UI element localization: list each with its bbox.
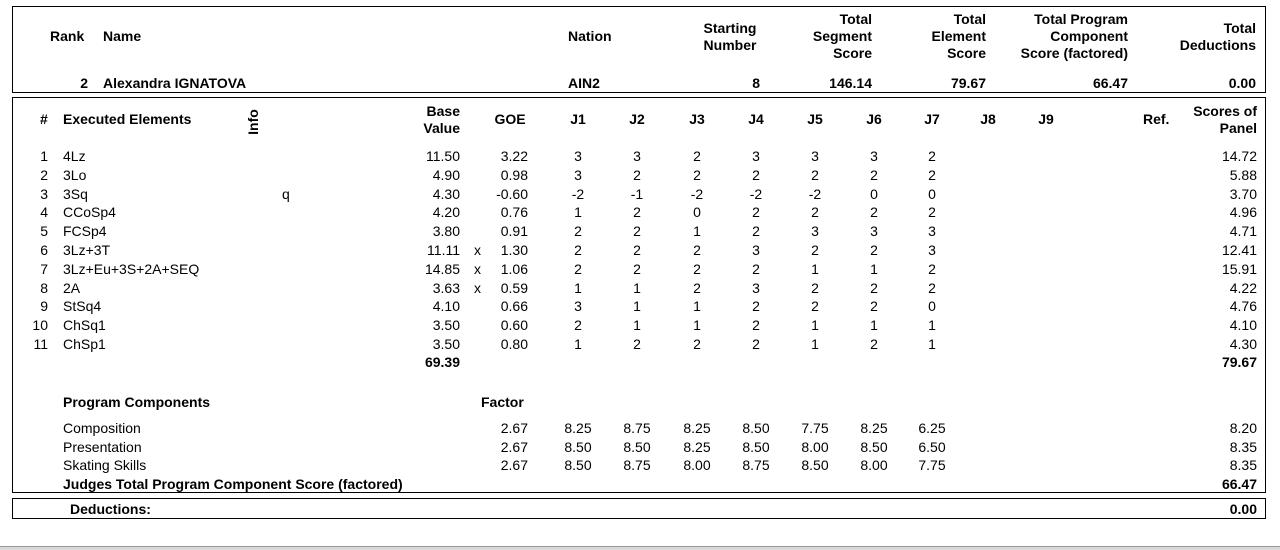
tss-header-1: Total bbox=[839, 11, 872, 27]
judge-score: 3 bbox=[811, 148, 819, 164]
judge-score: 3 bbox=[574, 148, 582, 164]
judge-header: J5 bbox=[807, 111, 823, 127]
judge-score: 3 bbox=[574, 167, 582, 183]
judge-score: 2 bbox=[811, 280, 819, 296]
judge-score: 3 bbox=[928, 223, 936, 239]
skater-pcs: 66.47 bbox=[1092, 75, 1128, 91]
component-judge-score: 8.50 bbox=[860, 439, 888, 455]
page-bottom-bar bbox=[0, 546, 1280, 550]
element-base-value: 4.20 bbox=[432, 204, 460, 220]
judge-score: 2 bbox=[633, 336, 641, 352]
judge-score: 2 bbox=[574, 223, 582, 239]
nation-header: Nation bbox=[568, 28, 612, 44]
judge-score: 3 bbox=[574, 298, 582, 314]
skater-tes: 79.67 bbox=[950, 75, 986, 91]
component-judge-score: 6.25 bbox=[918, 420, 946, 436]
component-panel-score: 8.20 bbox=[1229, 420, 1257, 436]
component-name: Skating Skills bbox=[63, 457, 147, 473]
judge-score: 1 bbox=[574, 336, 582, 352]
judge-score: 2 bbox=[633, 261, 641, 277]
component-judge-score: 8.50 bbox=[801, 457, 829, 473]
element-number: 5 bbox=[40, 223, 48, 239]
judge-score: 2 bbox=[928, 280, 936, 296]
judge-score: 1 bbox=[574, 204, 582, 220]
element-goe: 1.06 bbox=[500, 261, 528, 277]
ref-header: Ref. bbox=[1143, 111, 1170, 127]
element-base-value: 3.80 bbox=[432, 223, 460, 239]
component-judge-score: 8.75 bbox=[623, 420, 651, 436]
element-bonus-marker: x bbox=[474, 280, 481, 296]
pcs-header-1: Total Program bbox=[1034, 11, 1128, 27]
judge-score: 2 bbox=[811, 298, 819, 314]
judge-header: J4 bbox=[748, 111, 764, 127]
judge-score: 1 bbox=[633, 317, 641, 333]
judge-header: J8 bbox=[980, 111, 996, 127]
element-name: ChSp1 bbox=[63, 336, 106, 352]
element-name: 3Lz+Eu+3S+2A+SEQ bbox=[63, 261, 200, 277]
judge-score: 3 bbox=[870, 223, 878, 239]
judge-header: J7 bbox=[924, 111, 940, 127]
judge-score: 2 bbox=[811, 242, 819, 258]
judge-header: J9 bbox=[1038, 111, 1054, 127]
element-name: 3Lo bbox=[63, 167, 87, 183]
element-panel-score: 4.71 bbox=[1229, 223, 1257, 239]
element-goe: 1.30 bbox=[500, 242, 528, 258]
judge-score: 1 bbox=[693, 223, 701, 239]
judge-score: 2 bbox=[633, 223, 641, 239]
goe-header: GOE bbox=[494, 111, 526, 127]
deductions-header-1: Total bbox=[1223, 20, 1256, 36]
panel-header-2: Panel bbox=[1219, 120, 1257, 136]
element-number: 8 bbox=[40, 280, 48, 296]
judge-score: 1 bbox=[928, 317, 936, 333]
judge-score: -2 bbox=[749, 186, 763, 202]
judge-score: 2 bbox=[693, 242, 701, 258]
judge-score: 1 bbox=[870, 317, 878, 333]
judge-score: 1 bbox=[811, 336, 819, 352]
judge-score: 2 bbox=[870, 204, 878, 220]
deductions-value: 0.00 bbox=[1229, 501, 1257, 517]
element-base-value: 4.90 bbox=[432, 167, 460, 183]
skater-tss: 146.14 bbox=[829, 75, 872, 91]
judge-score: 2 bbox=[574, 317, 582, 333]
judge-score: 1 bbox=[633, 298, 641, 314]
deductions-box bbox=[12, 498, 1266, 519]
element-panel-score: 4.30 bbox=[1229, 336, 1257, 352]
judge-score: 1 bbox=[811, 317, 819, 333]
judge-score: 3 bbox=[811, 223, 819, 239]
component-factor: 2.67 bbox=[500, 439, 528, 455]
pcs-total-value: 66.47 bbox=[1221, 476, 1257, 492]
judge-score: 2 bbox=[752, 317, 760, 333]
judge-score: 2 bbox=[752, 298, 760, 314]
element-panel-score: 12.41 bbox=[1221, 242, 1257, 258]
element-goe: 0.66 bbox=[500, 298, 528, 314]
judge-score: 2 bbox=[693, 280, 701, 296]
element-number: 9 bbox=[40, 298, 48, 314]
judge-score: 0 bbox=[693, 204, 701, 220]
skater-name: Alexandra IGNATOVA bbox=[103, 75, 247, 91]
judge-score: 1 bbox=[693, 298, 701, 314]
starting-number-header-2: Number bbox=[703, 37, 757, 53]
judge-score: 2 bbox=[870, 336, 878, 352]
tes-header-1: Total bbox=[953, 11, 986, 27]
judge-score: 3 bbox=[928, 242, 936, 258]
element-panel-score: 4.96 bbox=[1229, 204, 1257, 220]
element-name: 2A bbox=[63, 280, 81, 296]
panel-header-1: Scores of bbox=[1193, 103, 1257, 119]
element-panel-score: 4.10 bbox=[1229, 317, 1257, 333]
component-panel-score: 8.35 bbox=[1229, 457, 1257, 473]
judge-score: 2 bbox=[928, 167, 936, 183]
skater-nation: AIN2 bbox=[568, 75, 600, 91]
judge-score: 2 bbox=[870, 280, 878, 296]
element-name: 4Lz bbox=[63, 148, 86, 164]
judge-score: 2 bbox=[693, 261, 701, 277]
component-name: Presentation bbox=[63, 439, 142, 455]
element-name: ChSq1 bbox=[63, 317, 106, 333]
judge-score: 1 bbox=[928, 336, 936, 352]
element-panel-score: 15.91 bbox=[1221, 261, 1257, 277]
judge-score: 2 bbox=[870, 298, 878, 314]
element-name: CCoSp4 bbox=[63, 204, 116, 220]
tss-header-3: Score bbox=[833, 45, 872, 61]
element-panel-score: 5.88 bbox=[1229, 167, 1257, 183]
component-panel-score: 8.35 bbox=[1229, 439, 1257, 455]
element-base-value: 3.63 bbox=[432, 280, 460, 296]
component-judge-score: 7.75 bbox=[801, 420, 829, 436]
deductions-header-2: Deductions bbox=[1179, 37, 1256, 53]
judge-score: 2 bbox=[633, 242, 641, 258]
component-judge-score: 8.25 bbox=[683, 420, 711, 436]
judge-header: J1 bbox=[570, 111, 586, 127]
component-judge-score: 8.00 bbox=[683, 457, 711, 473]
base-value-header-2: Value bbox=[423, 120, 460, 136]
element-info: q bbox=[282, 186, 290, 202]
element-number: 10 bbox=[32, 317, 48, 333]
element-panel-score: 14.72 bbox=[1221, 148, 1257, 164]
judge-header: J3 bbox=[689, 111, 705, 127]
judge-score: 0 bbox=[928, 298, 936, 314]
element-base-value: 3.50 bbox=[432, 317, 460, 333]
judge-score: 2 bbox=[928, 261, 936, 277]
judge-score: 3 bbox=[752, 148, 760, 164]
judge-score: 0 bbox=[870, 186, 878, 202]
element-base-value: 3.50 bbox=[432, 336, 460, 352]
element-goe: 0.91 bbox=[500, 223, 528, 239]
element-panel-score: 4.22 bbox=[1229, 280, 1257, 296]
element-number: 11 bbox=[33, 336, 48, 352]
element-panel-score: 3.70 bbox=[1229, 186, 1257, 202]
element-goe: 0.76 bbox=[500, 204, 528, 220]
component-judge-score: 8.50 bbox=[742, 420, 770, 436]
judge-score: 2 bbox=[811, 204, 819, 220]
judge-score: 2 bbox=[752, 336, 760, 352]
judge-score: 2 bbox=[752, 261, 760, 277]
executed-elements-header: Executed Elements bbox=[63, 111, 192, 127]
judge-score: 2 bbox=[693, 148, 701, 164]
judge-score: 1 bbox=[693, 317, 701, 333]
element-goe: 0.98 bbox=[500, 167, 528, 183]
judge-header: J2 bbox=[629, 111, 645, 127]
skater-rank: 2 bbox=[80, 75, 88, 91]
judge-score: -1 bbox=[630, 186, 644, 202]
component-judge-score: 8.00 bbox=[801, 439, 829, 455]
component-judge-score: 8.75 bbox=[742, 457, 770, 473]
tes-header-3: Score bbox=[947, 45, 986, 61]
judge-score: 3 bbox=[752, 280, 760, 296]
num-header: # bbox=[40, 111, 48, 127]
element-base-value: 11.11 bbox=[427, 242, 460, 258]
element-goe: 0.59 bbox=[500, 280, 528, 296]
program-components-header: Program Components bbox=[63, 394, 211, 410]
judge-score: 2 bbox=[633, 204, 641, 220]
judge-score: 2 bbox=[752, 167, 760, 183]
base-value-header-1: Base bbox=[426, 103, 460, 119]
elements-total-base: 69.39 bbox=[424, 354, 460, 370]
component-judge-score: 8.25 bbox=[683, 439, 711, 455]
element-base-value: 4.10 bbox=[432, 298, 460, 314]
element-goe: 0.80 bbox=[500, 336, 528, 352]
element-name: StSq4 bbox=[63, 298, 102, 314]
judge-score: 0 bbox=[928, 186, 936, 202]
element-number: 6 bbox=[40, 242, 48, 258]
deductions-label: Deductions: bbox=[70, 501, 151, 517]
element-name: 3Sq bbox=[63, 186, 88, 202]
judge-score: 2 bbox=[752, 223, 760, 239]
judge-score: 1 bbox=[633, 280, 641, 296]
judge-score: 2 bbox=[693, 167, 701, 183]
skater-deductions: 0.00 bbox=[1228, 75, 1256, 91]
component-judge-score: 8.75 bbox=[623, 457, 651, 473]
component-factor: 2.67 bbox=[500, 420, 528, 436]
judge-score: 3 bbox=[870, 148, 878, 164]
judge-score: 1 bbox=[870, 261, 878, 277]
element-base-value: 14.85 bbox=[424, 261, 460, 277]
element-goe: 0.60 bbox=[500, 317, 528, 333]
judge-score: 2 bbox=[633, 167, 641, 183]
element-number: 7 bbox=[40, 261, 48, 277]
component-judge-score: 8.50 bbox=[564, 439, 592, 455]
judge-score: 2 bbox=[693, 336, 701, 352]
judge-score: 2 bbox=[811, 167, 819, 183]
component-name: Composition bbox=[63, 420, 141, 436]
judge-score: -2 bbox=[690, 186, 704, 202]
judge-score: 3 bbox=[633, 148, 641, 164]
name-header: Name bbox=[103, 28, 142, 44]
component-judge-score: 6.50 bbox=[918, 439, 946, 455]
judge-score: 2 bbox=[574, 261, 582, 277]
element-number: 1 bbox=[40, 148, 48, 164]
component-judge-score: 8.50 bbox=[564, 457, 592, 473]
pcs-header-3: Score (factored) bbox=[1020, 45, 1128, 61]
element-number: 4 bbox=[40, 204, 48, 220]
component-judge-score: 8.25 bbox=[860, 420, 888, 436]
element-panel-score: 4.76 bbox=[1229, 298, 1257, 314]
judge-score: -2 bbox=[808, 186, 822, 202]
judge-score: 2 bbox=[870, 242, 878, 258]
judge-score: 2 bbox=[574, 242, 582, 258]
pcs-total-label: Judges Total Program Component Score (factored) bbox=[63, 476, 403, 492]
judge-score: 1 bbox=[811, 261, 819, 277]
judge-score: 2 bbox=[928, 148, 936, 164]
element-base-value: 4.30 bbox=[432, 186, 460, 202]
element-name: 3Lz+3T bbox=[63, 242, 111, 258]
element-goe: 3.22 bbox=[500, 148, 528, 164]
element-goe: -0.60 bbox=[496, 186, 528, 202]
component-judge-score: 8.50 bbox=[623, 439, 651, 455]
elements-total-panel: 79.67 bbox=[1221, 354, 1257, 370]
judge-score: 1 bbox=[574, 280, 582, 296]
skater-starting-number: 8 bbox=[752, 75, 760, 91]
component-judge-score: 8.25 bbox=[564, 420, 592, 436]
element-base-value: 11.50 bbox=[426, 148, 460, 164]
pcs-header-2: Component bbox=[1050, 28, 1128, 44]
judge-score: 3 bbox=[752, 242, 760, 258]
rank-header: Rank bbox=[50, 28, 85, 44]
element-number: 3 bbox=[40, 186, 48, 202]
tss-header-2: Segment bbox=[812, 28, 872, 44]
component-judge-score: 8.50 bbox=[742, 439, 770, 455]
starting-number-header-1: Starting bbox=[703, 20, 757, 36]
element-bonus-marker: x bbox=[474, 242, 481, 258]
judge-score: -2 bbox=[571, 186, 585, 202]
judge-score: 2 bbox=[928, 204, 936, 220]
element-number: 2 bbox=[40, 167, 48, 183]
factor-header: Factor bbox=[481, 394, 524, 410]
component-factor: 2.67 bbox=[500, 457, 528, 473]
element-bonus-marker: x bbox=[474, 261, 481, 277]
tes-header-2: Element bbox=[931, 28, 986, 44]
info-header: Info bbox=[244, 109, 261, 135]
component-judge-score: 8.00 bbox=[860, 457, 888, 473]
judge-score: 2 bbox=[870, 167, 878, 183]
judge-score: 2 bbox=[752, 204, 760, 220]
component-judge-score: 7.75 bbox=[918, 457, 946, 473]
judge-header: J6 bbox=[866, 111, 882, 127]
element-name: FCSp4 bbox=[63, 223, 107, 239]
